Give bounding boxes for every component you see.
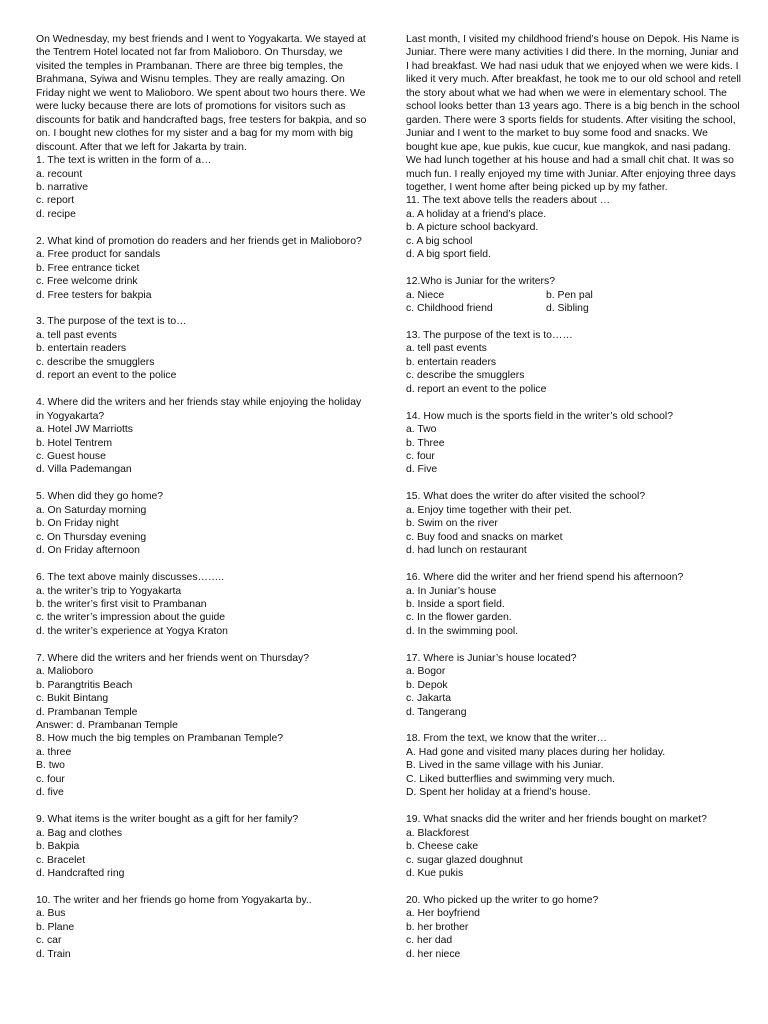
answer-option: c. Buy food and snacks on market: [406, 531, 563, 543]
answer-option: b. narrative: [36, 181, 88, 193]
left-questions: [36, 154, 368, 961]
answer-option: c. Childhood friend: [406, 303, 493, 315]
answer-option: d. Train: [36, 948, 71, 960]
answer-option: c. Bracelet: [36, 854, 86, 866]
question-block: [36, 652, 368, 733]
answer-option: B. Lived in the same village with his Juniar.: [406, 760, 604, 772]
answer-option: d. Tangerang: [406, 706, 467, 718]
answer-option: d. A big sport field.: [406, 249, 491, 261]
question-block: [406, 490, 742, 557]
answer-option: c. describe the smugglers: [36, 356, 155, 368]
question-text: 13. The purpose of the text is to……: [406, 329, 573, 341]
question-text: 20. Who picked up the writer to go home?: [406, 894, 599, 906]
question-block: [406, 194, 742, 261]
answer-option: b. A picture school backyard.: [406, 222, 539, 234]
answer-option: b. Free entrance ticket: [36, 262, 140, 274]
answer-option: d. had lunch on restaurant: [406, 545, 527, 557]
answer-option: d. In the swimming pool.: [406, 625, 519, 637]
question-text: 6. The text above mainly discusses……..: [36, 572, 225, 584]
answer-option: b. Plane: [36, 921, 75, 933]
question-text: 9. What items is the writer bought as a gift for her family?: [36, 814, 299, 826]
question-text: 5. When did they go home?: [36, 491, 164, 503]
answer-option: d. Free testers for bakpia: [36, 289, 152, 301]
answer-option: d. five: [36, 787, 64, 799]
answer-option: d. recipe: [36, 208, 76, 220]
answer-option: Answer: d. Prambanan Temple: [36, 720, 178, 732]
answer-option: d. Prambanan Temple: [36, 706, 138, 718]
question-text: 7. Where did the writers and her friends went on Thursday?: [36, 652, 309, 664]
answer-option: b. Three: [406, 437, 445, 449]
answer-option: a. recount: [36, 168, 83, 180]
question-block: [406, 732, 742, 799]
answer-option: c. four: [406, 451, 435, 462]
right-questions: [406, 194, 742, 961]
answer-option: d. Kue pukis: [406, 867, 464, 879]
question-block: [406, 813, 742, 880]
answer-option: b. Bakpia: [36, 841, 80, 853]
question-text: 11. The text above tells the readers about …: [406, 195, 611, 207]
answer-option: b. Cheese cake: [406, 841, 479, 853]
right-column: [406, 33, 742, 961]
answer-option: a. A holiday at a friend’s place.: [406, 208, 547, 220]
answer-option: c. Guest house: [36, 451, 106, 462]
answer-option: a. the writer’s trip to Yogyakarta: [36, 585, 182, 597]
question-text: 18. From the text, we know that the writer…: [406, 733, 607, 745]
answer-option: a. Enjoy time together with their pet.: [406, 504, 572, 516]
question-text: 10. The writer and her friends go home from Yogyakarta by..: [36, 894, 312, 906]
answer-option: d. report an event to the police: [36, 370, 177, 382]
answer-option: b. Parangtritis Beach: [36, 679, 133, 691]
answer-option: c. car: [36, 935, 62, 947]
passage-depok: Last month, I visited my childhood friend’s house on Depok. His Name is Juniar. There were many activities I did there. In the morning, Juniar and I had breakfast. We had nasi uduk that we enjoyed when we were kids. I liked it very much. After breakfast, he took me to our old school and retell the story about what we had when we were in elementary school. The school looks better than 13 years ago. There is a big bench in the school garden. There were 3 sports fields for students. After visiting the school, Juniar and I went to the market to buy some food and snacks. We bought kue ape, kue pukis, kue cucur, kue mangkok, and nasi padang. We had lunch together at his house and had a small chit chat. It was so much fun. I really enjoyed my time with Juniar. After enjoying three days together, I went home after being picked up by my father.: [406, 34, 741, 193]
answer-option: a. Bus: [36, 908, 66, 920]
answer-option: a. Two: [406, 424, 437, 436]
answer-option: d. report an event to the police: [406, 383, 547, 395]
answer-option-row: [406, 302, 742, 315]
answer-option: b. Depok: [406, 679, 448, 691]
answer-option: a. In Juniar’s house: [406, 585, 497, 597]
answer-option: b. entertain readers: [36, 343, 127, 355]
question-block: [406, 652, 742, 719]
question-text: 14. How much is the sports field in the writer’s old school?: [406, 410, 674, 422]
question-text: 12.Who is Juniar for the writers?: [406, 276, 555, 288]
answer-option: B. two: [36, 760, 65, 772]
question-text: 2. What kind of promotion do readers and her friends get in Malioboro?: [36, 235, 362, 247]
question-block: [36, 490, 368, 557]
answer-option: b. her brother: [406, 921, 469, 933]
question-text: 3. The purpose of the text is to…: [36, 316, 187, 328]
question-block: [406, 275, 742, 315]
question-block: [36, 396, 368, 477]
answer-option: a. Niece: [406, 289, 445, 301]
answer-option-row: [406, 289, 742, 302]
question-block: [36, 154, 368, 221]
answer-option: b. On Friday night: [36, 518, 119, 530]
answer-option: c. report: [36, 195, 75, 207]
question-block: [406, 571, 742, 638]
question-block: [406, 329, 742, 396]
question-block: [36, 732, 368, 799]
answer-option: c. Free welcome drink: [36, 276, 138, 288]
answer-option: d. her niece: [406, 948, 461, 960]
answer-option: d. the writer’s experience at Yogya Kraton: [36, 625, 228, 637]
answer-option: d. Five: [406, 464, 438, 476]
question-block: [36, 894, 368, 961]
answer-option: c. Bukit Bintang: [36, 693, 109, 705]
answer-option: d. On Friday afternoon: [36, 545, 140, 557]
answer-option: a. On Saturday morning: [36, 504, 147, 516]
answer-option: c. four: [36, 773, 65, 785]
answer-option: c. sugar glazed doughnut: [406, 854, 523, 866]
answer-option: a. three: [36, 746, 72, 758]
answer-option: a. tell past events: [36, 329, 117, 341]
answer-option: a. Bag and clothes: [36, 827, 123, 839]
answer-option: c. the writer’s impression about the guide: [36, 612, 226, 624]
answer-option: c. In the flower garden.: [406, 612, 512, 624]
answer-option: d. Handcrafted ring: [36, 867, 125, 879]
answer-option: c. Jakarta: [406, 693, 452, 705]
answer-option: b. the writer’s first visit to Prambanan: [36, 598, 207, 610]
answer-option: C. Liked butterflies and swimming very much.: [406, 773, 616, 785]
answer-option: b. Pen pal: [546, 289, 593, 301]
answer-option: c. describe the smugglers: [406, 370, 525, 382]
answer-option: b. Hotel Tentrem: [36, 437, 113, 449]
passage-yogyakarta: On Wednesday, my best friends and I went to Yogyakarta. We stayed at the Tentrem Hotel located not far from Malioboro. On Thursday, we visited the temples in Prambanan. There are three big temples, the Brahmana, Syiwa and Wisnu temples. They are really amazing. On Friday night we went to Malioboro. We spent about two hours there. We were lucky because there are lots of promotions for visitors such as discounts for batik and handcrafted bags, free testers for bakpia, and so on. I bought new clothes for my sister and a bag for my mom with big discount. After that we left for Jakarta by train.: [36, 34, 367, 153]
answer-option: a. Bogor: [406, 666, 446, 678]
question-text: 4. Where did the writers and her friends stay while enjoying the holiday in Yogyakarta?: [36, 397, 362, 422]
answer-option: a. Hotel JW Marriotts: [36, 424, 133, 436]
answer-option: a. Free product for sandals: [36, 249, 161, 261]
answer-option: d. Sibling: [546, 303, 589, 315]
answer-option: b. Inside a sport field.: [406, 598, 505, 610]
question-block: [36, 235, 368, 302]
question-text: 1. The text is written in the form of a…: [36, 155, 212, 167]
question-block: [36, 571, 368, 638]
answer-option: a. Malioboro: [36, 666, 94, 678]
answer-option: c. On Thursday evening: [36, 531, 147, 543]
answer-option: a. Her boyfriend: [406, 908, 480, 920]
question-block: [406, 894, 742, 961]
question-block: [36, 813, 368, 880]
answer-option: A. Had gone and visited many places during her holiday.: [406, 746, 666, 758]
question-text: 16. Where did the writer and her friend spend his afternoon?: [406, 572, 684, 584]
answer-option: c. her dad: [406, 935, 453, 947]
answer-option: d. Villa Pademangan: [36, 464, 132, 476]
question-text: 17. Where is Juniar’s house located?: [406, 652, 577, 664]
left-column: [36, 33, 368, 961]
question-block: [406, 410, 742, 477]
answer-option: b. Swim on the river: [406, 518, 498, 530]
question-text: 8. How much the big temples on Prambanan Temple?: [36, 733, 284, 745]
question-text: 15. What does the writer do after visited the school?: [406, 491, 646, 503]
answer-option: b. entertain readers: [406, 356, 497, 368]
answer-option: a. Blackforest: [406, 827, 469, 839]
answer-option: a. tell past events: [406, 343, 487, 355]
question-text: 19. What snacks did the writer and her friends bought on market?: [406, 814, 707, 826]
question-block: [36, 315, 368, 382]
answer-option: c. A big school: [406, 235, 473, 247]
answer-option: D. Spent her holiday at a friend’s house.: [406, 787, 591, 799]
